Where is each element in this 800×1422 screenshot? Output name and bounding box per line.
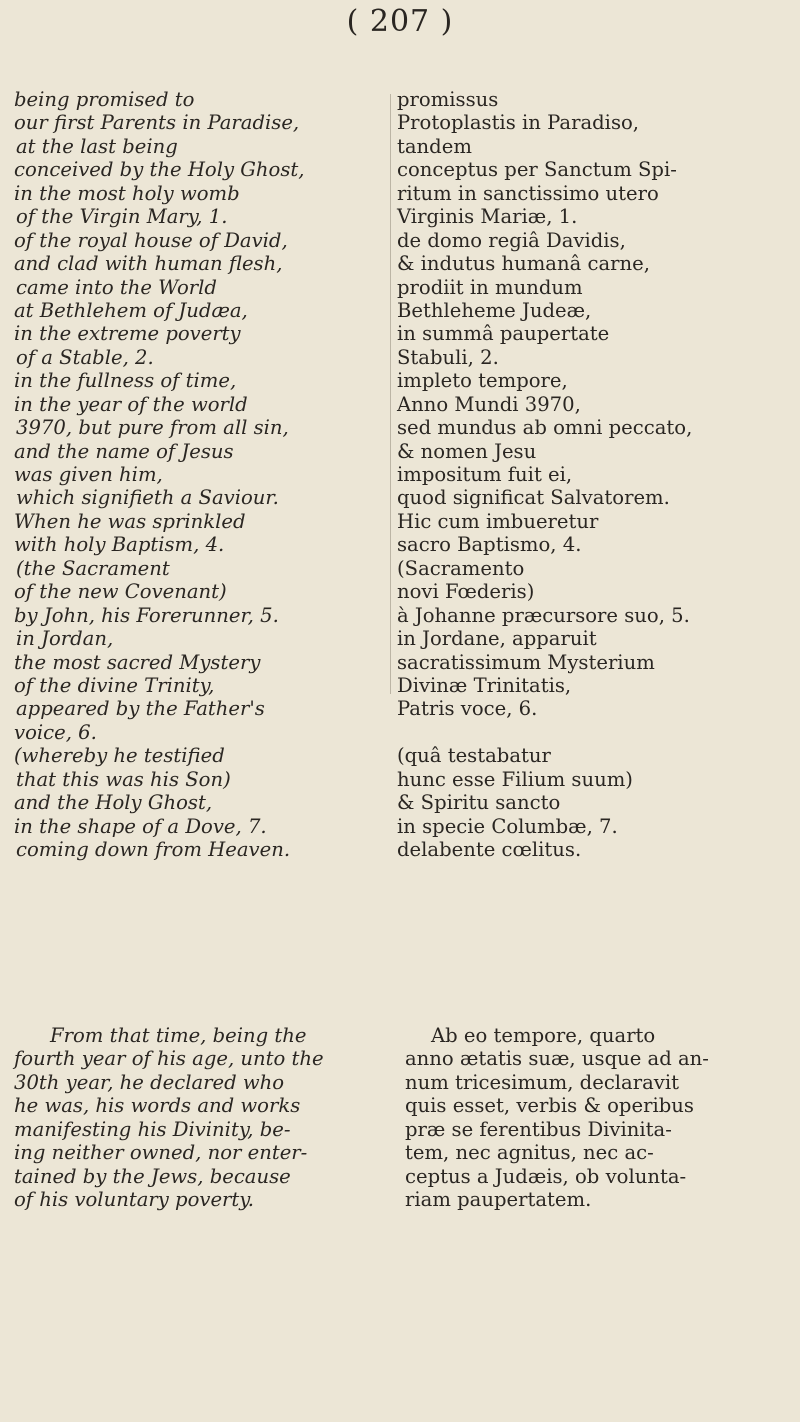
latin-prose-line: tem, nec agnitus, nec ac- <box>405 1141 654 1165</box>
english-line: and the Holy Ghost, <box>14 791 213 815</box>
english-prose-line: From that time, being the <box>50 1024 307 1047</box>
latin-prose-line: anno ætatis suæ, usque ad an- <box>405 1047 709 1071</box>
latin-line: & Spiritu sancto <box>397 791 561 815</box>
latin-prose-line: ceptus a Judæis, ob volunta- <box>405 1164 687 1188</box>
latin-line: (quâ testabatur <box>397 744 551 768</box>
latin-prose-line: præ se ferentibus Divinita- <box>405 1117 672 1141</box>
english-prose-line: of his voluntary poverty. <box>14 1188 254 1212</box>
english-line: our first Parents in Paradise, <box>14 111 300 135</box>
latin-line <box>397 721 797 744</box>
latin-line: impositum fuit ei, <box>397 463 573 486</box>
latin-line: Patris voce, 6. <box>397 697 538 721</box>
english-line: the most sacred Mystery <box>14 650 261 674</box>
page-number: ( 207 ) <box>346 4 454 39</box>
latin-line: Bethleheme Judeæ, <box>397 298 592 322</box>
latin-line: conceptus per Sanctum Spi- <box>397 158 677 182</box>
english-line: in the fullness of time, <box>14 369 237 393</box>
english-line: voice, 6. <box>14 720 97 744</box>
latin-prose-line: quis esset, verbis & operibus <box>405 1094 694 1118</box>
english-line: which signifieth a Saviour. <box>16 486 279 510</box>
latin-line: Hic cum imbueretur <box>397 509 599 533</box>
english-line: of a Stable, 2. <box>16 345 154 369</box>
english-line: at Bethlehem of Judæa, <box>14 298 248 322</box>
english-line: 3970, but pure from all sin, <box>16 416 289 440</box>
latin-line: tandem <box>397 134 472 158</box>
latin-prose <box>405 1024 795 1212</box>
english-line: in Jordan, <box>16 627 114 651</box>
latin-line: delabente cœlitus. <box>397 838 582 861</box>
latin-prose-line: riam paupertatem. <box>405 1188 592 1212</box>
english-line: and clad with human flesh, <box>14 252 283 276</box>
english-prose-line: manifesting his Divinity, be- <box>14 1117 291 1141</box>
english-line: in the shape of a Dove, 7. <box>14 814 267 838</box>
english-prose-line: 30th year, he declared who <box>14 1070 285 1094</box>
english-line: of the new Covenant) <box>14 580 227 604</box>
latin-line: in specie Columbæ, 7. <box>397 814 618 838</box>
latin-line: Protoplastis in Paradiso, <box>397 111 640 135</box>
english-line: When he was sprinkled <box>14 509 246 533</box>
english-line: came into the World <box>16 275 217 299</box>
latin-line: hunc esse Filium suum) <box>397 767 633 791</box>
english-line: was given him, <box>14 463 163 486</box>
english-line: conceived by the Holy Ghost, <box>14 158 305 182</box>
english-line: of the divine Trinity, <box>14 673 215 697</box>
latin-line: sacro Baptismo, 4. <box>397 533 582 557</box>
latin-line: Divinæ Trinitatis, <box>397 673 572 697</box>
english-line: (the Sacrament <box>16 556 170 580</box>
latin-line: in summâ paupertate <box>397 322 610 346</box>
english-line: in the most holy womb <box>14 181 240 205</box>
english-prose-line: ing neither owned, nor enter- <box>14 1141 308 1165</box>
latin-line: ritum in sanctissimo utero <box>397 181 659 205</box>
english-line: with holy Baptism, 4. <box>14 533 225 557</box>
english-line: by John, his Forerunner, 5. <box>14 603 279 627</box>
english-line: of the royal house of David, <box>14 228 288 252</box>
english-line: appeared by the Father's <box>16 697 265 721</box>
latin-line: Stabuli, 2. <box>397 345 499 369</box>
latin-prose-line: Ab eo tempore, quarto <box>431 1024 656 1047</box>
english-line: that this was his Son) <box>16 767 231 791</box>
latin-line: in Jordane, apparuit <box>397 627 597 651</box>
latin-line: sacratissimum Mysterium <box>397 650 655 674</box>
latin-line: & indutus humanâ carne, <box>397 252 650 276</box>
english-prose-line: fourth year of his age, unto the <box>14 1047 324 1071</box>
english-line: (whereby he testified <box>14 744 225 768</box>
english-line: at the last being <box>16 134 178 158</box>
english-line: of the Virgin Mary, 1. <box>16 205 228 229</box>
english-column <box>14 88 409 861</box>
english-line: coming down from Heaven. <box>16 838 291 861</box>
latin-line: Virginis Mariæ, 1. <box>397 205 578 229</box>
latin-line: prodiit in mundum <box>397 275 583 299</box>
latin-line: de domo regiâ Davidis, <box>397 228 626 252</box>
latin-line: Anno Mundi 3970, <box>397 392 581 416</box>
latin-prose-line: num tricesimum, declaravit <box>405 1070 679 1094</box>
latin-line: à Johanne præcursore suo, 5. <box>397 603 690 627</box>
latin-line: novi Fœderis) <box>397 580 535 604</box>
english-line: in the extreme poverty <box>14 322 241 346</box>
english-line: being promised to <box>14 88 195 111</box>
latin-column <box>397 88 797 861</box>
latin-line: sed mundus ab omni peccato, <box>397 416 693 440</box>
latin-line: & nomen Jesu <box>397 439 537 463</box>
english-line: in the year of the world <box>14 392 248 416</box>
english-line: and the name of Jesus <box>14 439 234 463</box>
english-prose <box>14 1024 399 1212</box>
latin-line: promissus <box>397 88 499 111</box>
latin-line: impleto tempore, <box>397 369 568 393</box>
latin-line: (Sacramento <box>397 556 525 580</box>
latin-line: quod significat Salvatorem. <box>397 486 670 510</box>
english-prose-line: tained by the Jews, because <box>14 1164 291 1188</box>
english-prose-line: he was, his words and works <box>14 1094 301 1118</box>
